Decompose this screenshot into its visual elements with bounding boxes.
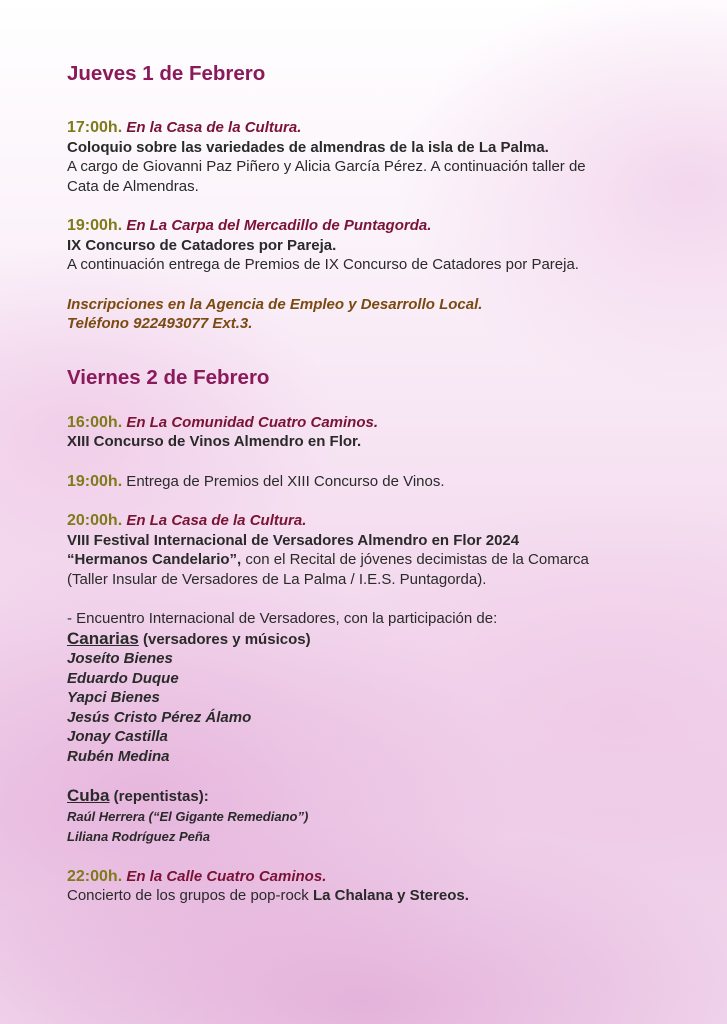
event-description: A continuación entrega de Premios de IX Concurso de Catadores por Pareja. [67,256,579,273]
event-time: 20:00h. [67,512,123,529]
event-time-place [67,511,667,531]
performer-name: Rubén Medina [67,747,170,765]
performer-name: Jesús Cristo Pérez Álamo [67,708,252,726]
event-description [67,886,667,906]
registration-phone: Teléfono 922493077 Ext.3. [67,315,253,332]
program-page [67,60,667,906]
event-time-place [67,118,667,138]
encuentro-intro: - Encuentro Internacional de Versadores, con la participación de: [67,610,498,627]
performer-name: Liliana Rodríguez Peña [67,828,211,844]
event-place: En la Calle Cuatro Caminos. [126,867,327,885]
event-description: Entrega de Premios del XIII Concurso de Vinos. [122,472,445,490]
event-time: 22:00h. [67,867,123,885]
event-title: Coloquio sobre las variedades de almendras de la isla de La Palma. [67,138,549,156]
event-title: VIII Festival Internacional de Versadores Almendro en Flor 2024 [67,531,520,549]
event-place: En la Casa de la Cultura. [126,119,302,136]
registration-note: Inscripciones en la Agencia de Empleo y Desarrollo Local. [67,295,483,313]
performer-name: Eduardo Duque [67,669,179,687]
event-time-desc [67,472,667,492]
event-time: 19:00h. [67,217,123,234]
event-place: En La Comunidad Cuatro Caminos. [126,413,378,431]
day-heading-viernes: Viernes 2 de Febrero [67,365,270,389]
event-title: IX Concurso de Catadores por Pareja. [67,236,337,254]
event-description: (Taller Insular de Versadores de La Palma / I.E.S. Puntagorda). [67,570,487,588]
event-time-place [67,216,667,236]
event-place: En La Carpa del Mercadillo de Puntagorda. [126,217,432,234]
performer-name: Jonay Castilla [67,728,168,745]
event-description: Cata de Almendras. [67,177,199,195]
canarias-heading [67,629,667,650]
performer-name: Raúl Herrera (“El Gigante Remediano”) [67,808,309,824]
event-time: 17:00h. [67,119,123,136]
event-subtitle [67,550,667,570]
event-title: XIII Concurso de Vinos Almendro en Flor. [67,433,362,450]
event-time-place [67,413,667,433]
event-time: 16:00h. [67,413,123,431]
concert-desc: Concierto de los grupos de pop-rock [67,887,313,904]
cuba-note: (repentistas): [109,788,209,805]
canarias-note: (versadores y músicos) [138,630,311,648]
day-heading-jueves: Jueves 1 de Febrero [67,62,266,85]
performer-name: Yapci Bienes [67,689,160,706]
canarias-label: Canarias [67,628,139,648]
event-description: A cargo de Giovanni Paz Piñero y Alicia García Pérez. A continuación taller de [67,158,586,175]
event-time-place [67,867,667,887]
tribute-name: “Hermanos Candelario”, [67,551,242,568]
concert-bands: La Chalana y Stereos. [312,887,469,904]
event-place: En La Casa de la Cultura. [126,512,307,529]
cuba-heading [67,786,667,807]
tribute-desc: con el Recital de jóvenes decimistas de la Comarca [241,551,589,568]
cuba-label: Cuba [67,786,110,805]
event-time: 19:00h. [67,472,123,490]
performer-name: Joseíto Bienes [67,650,173,667]
